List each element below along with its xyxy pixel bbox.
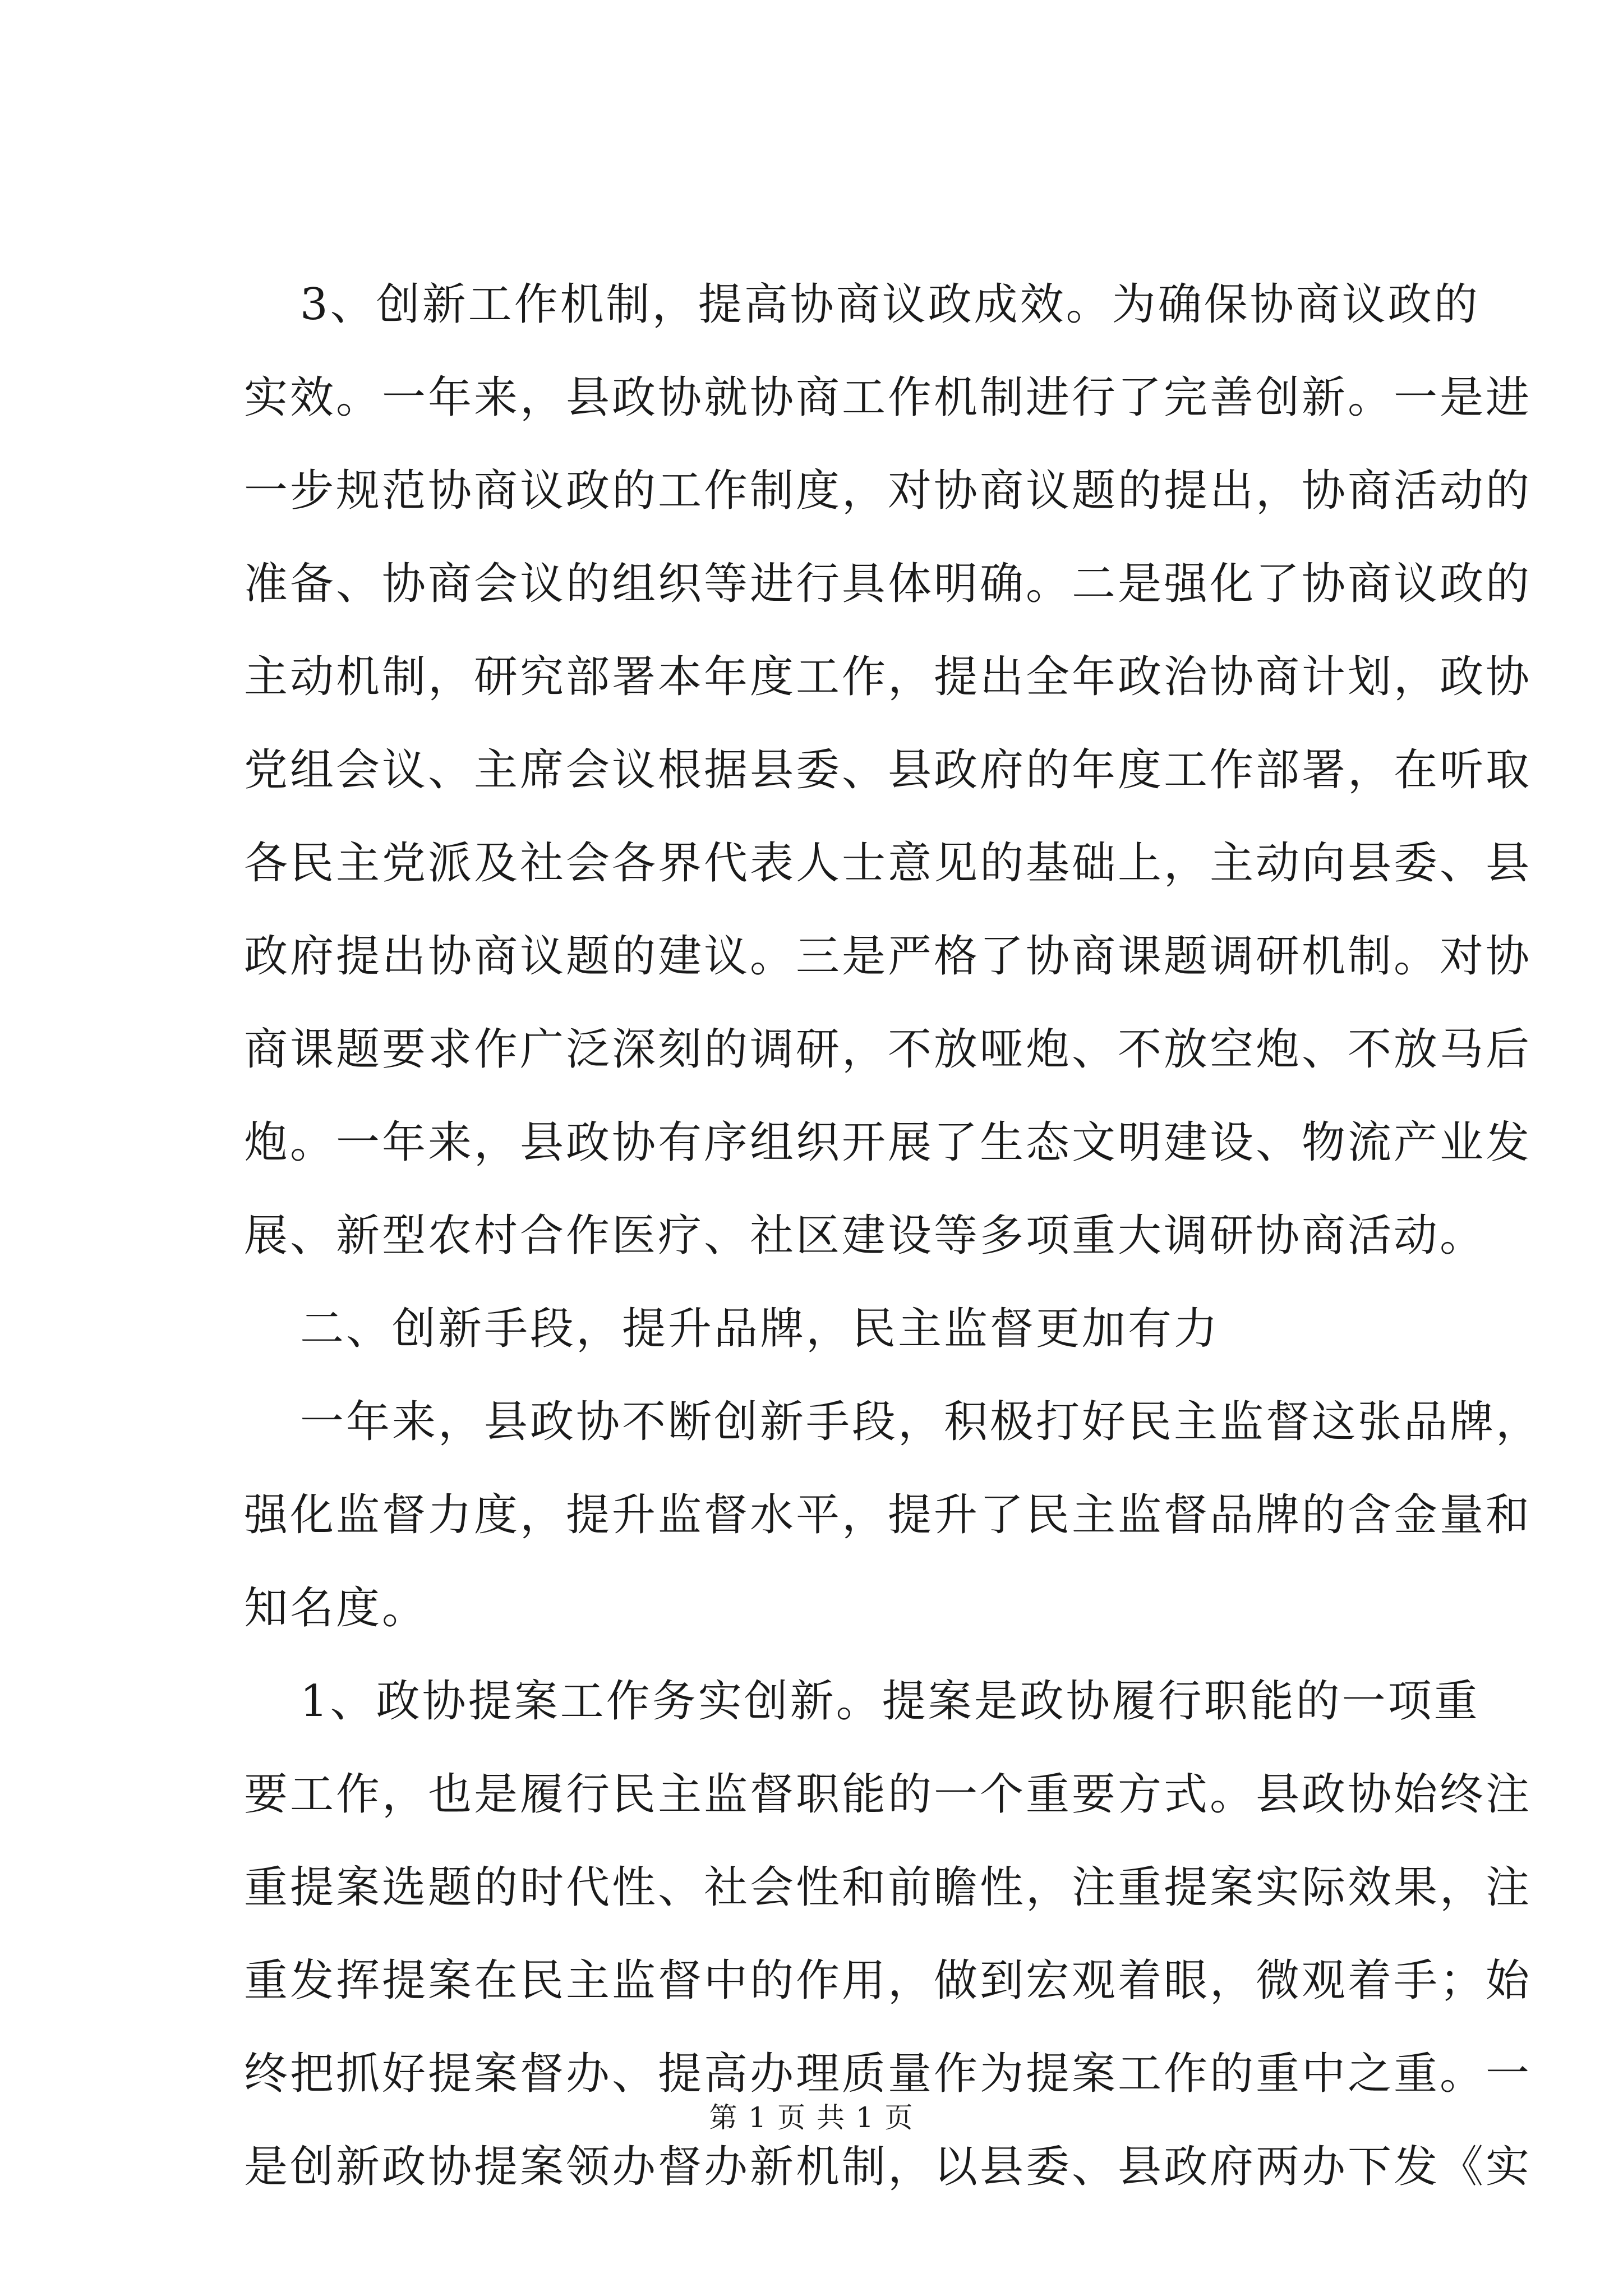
- paragraph-3: [244, 1375, 1542, 1655]
- document-body: [244, 258, 1542, 2214]
- text-line: 重提案选题的时代性、社会性和前瞻性，注重提案实际效果，注: [244, 1862, 1532, 1913]
- text-line: 准备、协商会议的组织等进行具体明确。二是强化了协商议政的: [244, 559, 1532, 609]
- text-line: 炮。一年来，县政协有序组织开展了生态文明建设、物流产业发: [244, 1117, 1532, 1168]
- text-line: 主动机制，研究部署本年度工作，提出全年政治协商计划，政协: [244, 652, 1532, 702]
- text-line: 3、创新工作机制，提高协商议政成效。为确保协商议政的: [300, 279, 1480, 330]
- section-heading: [244, 1282, 1419, 1375]
- paragraph-1: [244, 258, 1532, 1282]
- text-line: 强化监督力度，提升监督水平，提升了民主监督品牌的含金量和: [244, 1490, 1532, 1540]
- text-line: 党组会议、主席会议根据县委、县政府的年度工作部署，在听取: [244, 745, 1532, 795]
- text-line: 1、政协提案工作务实创新。提案是政协履行职能的一项重: [300, 1676, 1480, 1727]
- text-line: 政府提出协商议题的建议。三是严格了协商课题调研机制。对协: [244, 931, 1532, 982]
- text-line: 终把抓好提案督办、提高办理质量作为提案工作的重中之重。一: [244, 2049, 1532, 2099]
- text-line: 重发挥提案在民主监督中的作用，做到宏观着眼，微观着手；始: [244, 1955, 1532, 2006]
- text-line: 一年来，县政协不断创新手段，积极打好民主监督这张品牌，: [300, 1397, 1542, 1447]
- page-footer: 第 1 页 共 1 页: [709, 2101, 914, 2134]
- text-line: 商课题要求作广泛深刻的调研，不放哑炮、不放空炮、不放马后: [244, 1024, 1532, 1075]
- text-line: 各民主党派及社会各界代表人士意见的基础上，主动向县委、县: [244, 838, 1532, 889]
- text-line: 是创新政协提案领办督办新机制，以县委、县政府两办下发《实: [244, 2142, 1532, 2192]
- text-line: 展、新型农村合作医疗、社区建设等多项重大调研协商活动。: [244, 1211, 1486, 1261]
- heading-line: 二、创新手段，提升品牌，民主监督更加有力: [300, 1304, 1220, 1354]
- text-line: 一步规范协商议政的工作制度，对协商议题的提出，协商活动的: [244, 466, 1532, 516]
- text-line: 知名度。: [244, 1583, 428, 1634]
- text-line: 实效。一年来，县政协就协商工作机制进行了完善创新。一是进: [244, 372, 1532, 423]
- text-line: 要工作，也是履行民主监督职能的一个重要方式。县政协始终注: [244, 1769, 1532, 1820]
